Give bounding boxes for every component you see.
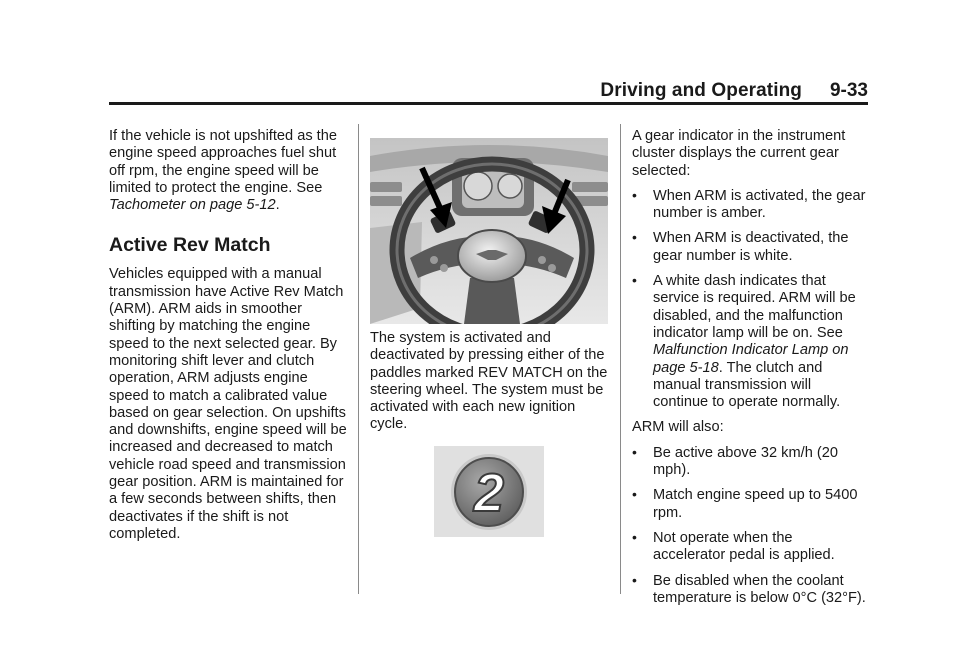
cross-reference-link[interactable]: Tachometer on page 5-12 — [109, 197, 276, 214]
column-2 — [370, 330, 610, 434]
steering-wheel-illustration — [370, 138, 608, 324]
bullet-list — [632, 188, 868, 412]
list-item: • Match engine speed up to 5400 rpm. — [632, 487, 868, 522]
column-divider — [358, 124, 359, 594]
column-3 — [632, 128, 868, 607]
gear-indicator-illustration — [434, 446, 544, 537]
intro-paragraph: If the vehicle is not upshifted as the engine speed approaches fuel shut off rpm, the engine speed will be limited to protect the engine. See Tachometer on page 5-12. — [109, 128, 337, 214]
list-item: • Be active above 32 km/h (20 mph). — [632, 445, 868, 480]
list-item: • When ARM is activated, the gear number is amber. — [632, 188, 868, 223]
gear-number: 2 — [473, 463, 505, 523]
header-rule — [109, 102, 868, 105]
body-paragraph: The system is activated and deactivated by pressing either of the paddles marked REV MATCH on the steering wheel. The system must be activated with each new ignition cycle. — [370, 330, 608, 433]
page-number: 9-33 — [829, 80, 868, 101]
bullet-list — [632, 445, 868, 607]
list-intro: ARM will also: — [632, 419, 724, 436]
steering-wheel-image — [370, 138, 608, 324]
list-item: • Not operate when the accelerator pedal is applied. — [632, 530, 868, 565]
list-item: • Be disabled when the coolant temperature is below 0°C (32°F). — [632, 573, 868, 608]
section-title: Driving and Operating — [600, 80, 802, 101]
list-item: • A white dash indicates that service is required. ARM will be disabled, and the malfunction indicator lamp will be on. See Malfunction Indicator Lamp on page 5-18. The clutch and manual transmission will continue to operate normally. — [632, 273, 868, 411]
section-heading: Active Rev Match — [109, 234, 271, 257]
column-1 — [109, 128, 349, 543]
page-header — [109, 80, 868, 104]
body-paragraph: Vehicles equipped with a manual transmission have Active Rev Match (ARM). ARM aids in smoother shifting by matching the engine speed to the next selected gear. By monitoring shift lever and clutch operation, ARM adjusts engine speed to match a calibrated value based on gear selection. On upshifts and downshifts, engine speed will be increased and decreased to match vehicle road speed and transmission gear position. ARM is maintained for a few seconds between shifts, then deactivates if the shift is not completed. — [109, 266, 347, 542]
cross-reference-link[interactable]: Malfunction Indicator Lamp on page 5-18 — [653, 342, 849, 376]
column-divider — [620, 124, 621, 594]
gear-indicator-icon — [434, 446, 544, 537]
list-item: • When ARM is deactivated, the gear number is white. — [632, 230, 868, 265]
intro-paragraph: A gear indicator in the instrument cluster displays the current gear selected: — [632, 128, 846, 179]
